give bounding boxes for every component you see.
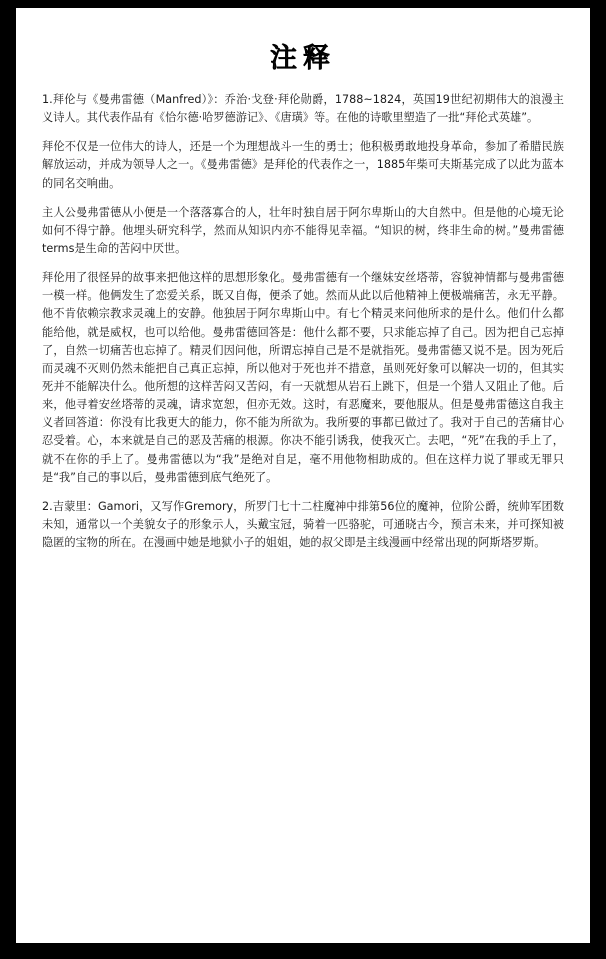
- document-page: [16, 8, 590, 943]
- paragraph: 1.拜伦与《曼弗雷德（Manfred）》：乔治·戈登·拜伦勋爵，1788~1824，英国19世纪初期伟大的浪漫主义诗人。其代表作品有《恰尔德·哈罗德游记》、《唐璜》等。在他的诗歌里塑造了一批“拜伦式英雄”。: [42, 93, 564, 125]
- paragraph: 主人公曼弗雷德从小便是一个落落寡合的人，壮年时独自居于阿尔卑斯山的大自然中。但是他的心境无论如何不得宁静。他埋头研究科学，然而从知识内亦不能得见幸福。“知识的树，终非生命的树。”曼弗雷德terms是生命的苦闷中厌世。: [42, 205, 564, 255]
- paragraph: 2.吉蒙里：Gamori，又写作Gremory，所罗门七十二柱魔神中排第56位的魔神，位阶公爵，统帅军团数未知，通常以一个美貌女子的形象示人，头戴宝冠，骑着一匹骆驼，可通晓古今，预言未来，并可探知被隐匿的宝物的所在。在漫画中她是地狱小子的姐姐，她的叔父即是主线漫画中经常出现的阿斯塔罗斯。: [42, 499, 564, 550]
- paragraph: 拜伦用了很怪异的故事来把他这样的思想形象化。曼弗雷德有一个继妹安丝塔蒂，容貌神情都与曼弗雷德一模一样。他俩发生了恋爱关系，既又自侮，便杀了她。然而从此以后他精神上便极端痛苦，永无平静。他不肯依赖宗教求灵魂上的安静。他独居于阿尔卑斯山中。有七个精灵来问他所求的是什么。他们什么都能给他，就是威权，也可以给他。曼弗雷德回答是：他什么都不要，只求能忘掉了自己。因为把自己忘掉了，自然一切痛苦也忘掉了。精灵们因问他，所谓忘掉自己是不是就指死。曼弗雷德又说不是。因为死后而灵魂不灭则仍然未能把自己真正忘掉，所以他对于死也并不措意，虽则死好象可以解决一切的，但其实死并不能解决什么。他所想的这样苦闷又苦闷，有一天就想从岩石上跳下，但是一个猎人又阻止了他。后来，他寻着安丝塔蒂的灵魂，请求宽恕，但亦无效。这时，有恶魔来，要他服从。但是曼弗雷德这自我主义者回答道：你没有比我更大的能力，你不能为所欲为。我所要的事都已做过了。我对于自己的苦痛甘心忍受着。心，本来就是自己的恶及苦痛的根源。你决不能引诱我，使我灭亡。去吧，“死”在我的手上了，就不在你的手上了。曼弗雷德以为“我”是绝对自足，毫不用他物相助成的。但在这样力说了罪或无罪只是“我”自己的事以后，曼弗雷德到底气绝死了。: [42, 271, 564, 484]
- notes-body: [42, 91, 564, 552]
- paragraph: 拜伦不仅是一位伟大的诗人，还是一个为理想战斗一生的勇士；他积极勇敢地投身革命，参加了希腊民族解放运动，并成为领导人之一。《曼弗雷德》是拜伦的代表作之一，1885年柴可夫斯基完成了以此为蓝本的同名交响曲。: [42, 140, 564, 190]
- page-title: 注释: [270, 43, 336, 74]
